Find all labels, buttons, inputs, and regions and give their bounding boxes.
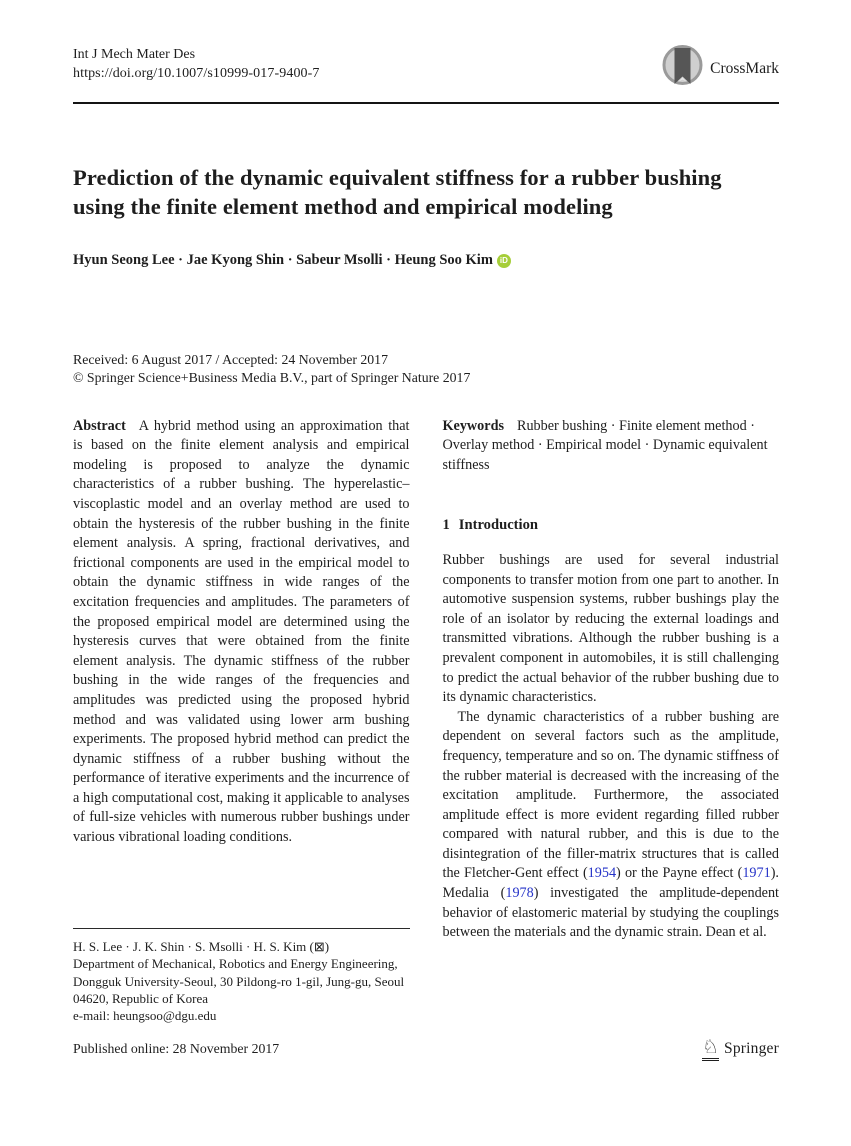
right-column bbox=[443, 417, 780, 1025]
intro-paragraph-1: Rubber bushings are used for several industrial components to transfer motion from one part to another. In automotive suspension systems, rubber bushings play the role of an isolator by reducing the external loadings and transmitted vibrations. Although the rubber bushing is a prevalent component in automobiles, it is still challenging to predict the actual behavior of the rubber bushing due to its dynamic characteristics. bbox=[442, 551, 779, 706]
springer-knight-icon: ♘ bbox=[702, 1038, 719, 1061]
crossmark-badge[interactable] bbox=[662, 44, 779, 93]
author-names: Hyun Seong Lee · Jae Kyong Shin · Sabeur Msolli · Heung Soo Kim bbox=[73, 252, 493, 268]
header-rule bbox=[73, 102, 779, 104]
footnote-rule bbox=[73, 928, 410, 929]
footnote-authors: H. S. Lee · J. K. Shin · S. Msolli · H. S. Kim (⊠) bbox=[73, 939, 330, 955]
intro-text-segment: ) investigated the amplitude-dependent behavior of elastomeric material by studying the couplings between the materials and the dynamic strain. Dean et al. bbox=[442, 885, 779, 941]
abstract-heading: Abstract bbox=[73, 417, 126, 434]
footnote-affiliation: Department of Mechanical, Robotics and Energy Engineering, Dongguk University-Seoul, 30 Pildong-ro 1-gil, Jung-gu, Seoul 04620, Republic of Korea bbox=[73, 956, 405, 1006]
keywords-heading: Keywords bbox=[442, 417, 504, 434]
citation-link-1954[interactable]: 1954 bbox=[587, 865, 617, 882]
journal-name: Int J Mech Mater Des bbox=[73, 47, 196, 62]
received-accepted-line: Received: 6 August 2017 / Accepted: 24 November 2017 bbox=[73, 352, 388, 367]
copyright-line: © Springer Science+Business Media B.V., part of Springer Nature 2017 bbox=[73, 369, 471, 385]
section-number: 1 bbox=[442, 517, 450, 534]
page-footer bbox=[73, 1038, 779, 1061]
keywords-text: Rubber bushing · Finite element method · Overlay method · Empirical model · Dynamic equivalent stiffness bbox=[442, 417, 768, 473]
authors-line bbox=[73, 252, 779, 269]
intro-paragraph-2 bbox=[443, 708, 780, 943]
springer-wordmark: Springer bbox=[724, 1040, 779, 1058]
published-online-line: Published online: 28 November 2017 bbox=[73, 1041, 280, 1057]
keywords-paragraph bbox=[443, 417, 780, 476]
intro-text-segment: ). Medalia ( bbox=[442, 865, 779, 902]
footnote-email[interactable]: e-mail: heungsoo@dgu.edu bbox=[73, 1008, 217, 1024]
article-title: Prediction of the dynamic equivalent stiffness for a rubber bushing using the finite element method and empirical modeling bbox=[73, 165, 722, 219]
crossmark-icon bbox=[662, 44, 703, 93]
intro-text-segment: ) or the Payne effect ( bbox=[616, 865, 743, 882]
orcid-icon[interactable]: iD bbox=[497, 254, 511, 268]
springer-logo bbox=[702, 1038, 779, 1061]
correspondence-footnote bbox=[73, 928, 410, 1024]
left-column bbox=[73, 417, 410, 1025]
two-column-body bbox=[73, 417, 779, 1025]
section-title: Introduction bbox=[458, 517, 539, 534]
citation-link-1971[interactable]: 1971 bbox=[742, 865, 771, 882]
doi-link[interactable]: https://doi.org/10.1007/s10999-017-9400-7 bbox=[73, 65, 320, 81]
article-dates bbox=[73, 351, 779, 387]
citation-link-1978[interactable]: 1978 bbox=[505, 885, 534, 902]
section-heading-introduction bbox=[443, 516, 780, 536]
intro-text-segment: The dynamic characteristics of a rubber bushing are dependent on several factors such as the amplitude, frequency, temperature and so on. The dynamic stiffness of the rubber material is decreased with the increasing of the excitation amplitude. Furthermore, the associated amplitude effect is more evident regarding filled rubber compared with natural rubber, and this is due to the disintegration of the filler-matrix structures that is called the Fletcher-Gent effect ( bbox=[442, 708, 779, 882]
crossmark-label: CrossMark bbox=[710, 59, 779, 77]
abstract-text: A hybrid method using an approximation that is based on the finite element analysis and empirical modeling is proposed to analyze the dynamic characteristics of a rubber bushing. The hyperelastic–viscoplastic model and an overlay method are used to obtain the hysteresis of the rubber bushing in the finite element analysis. A spring, fractional derivatives, and frictional components are used in the empirical model to obtain the dynamic stiffness in wide ranges of the excitation frequencies and amplitudes. The parameters of the proposed empirical model are determined using the hysteresis curves that were obtained from the finite element analysis. The dynamic stiffness of the rubber bushing in the wide ranges of the frequencies and amplitudes was predicted using the proposed hybrid method and was validated using lower arm bushing experiments. The proposed hybrid method can predict the dynamic stiffness of a rubber bushing without the performance of iterative experiments and the incurrence of a high computational cost, making it applicable to analyses of full-size vehicles with numerous rubber bushings under various vibrational loading conditions. bbox=[73, 417, 410, 846]
page-header bbox=[73, 46, 779, 93]
abstract-paragraph bbox=[73, 417, 410, 848]
